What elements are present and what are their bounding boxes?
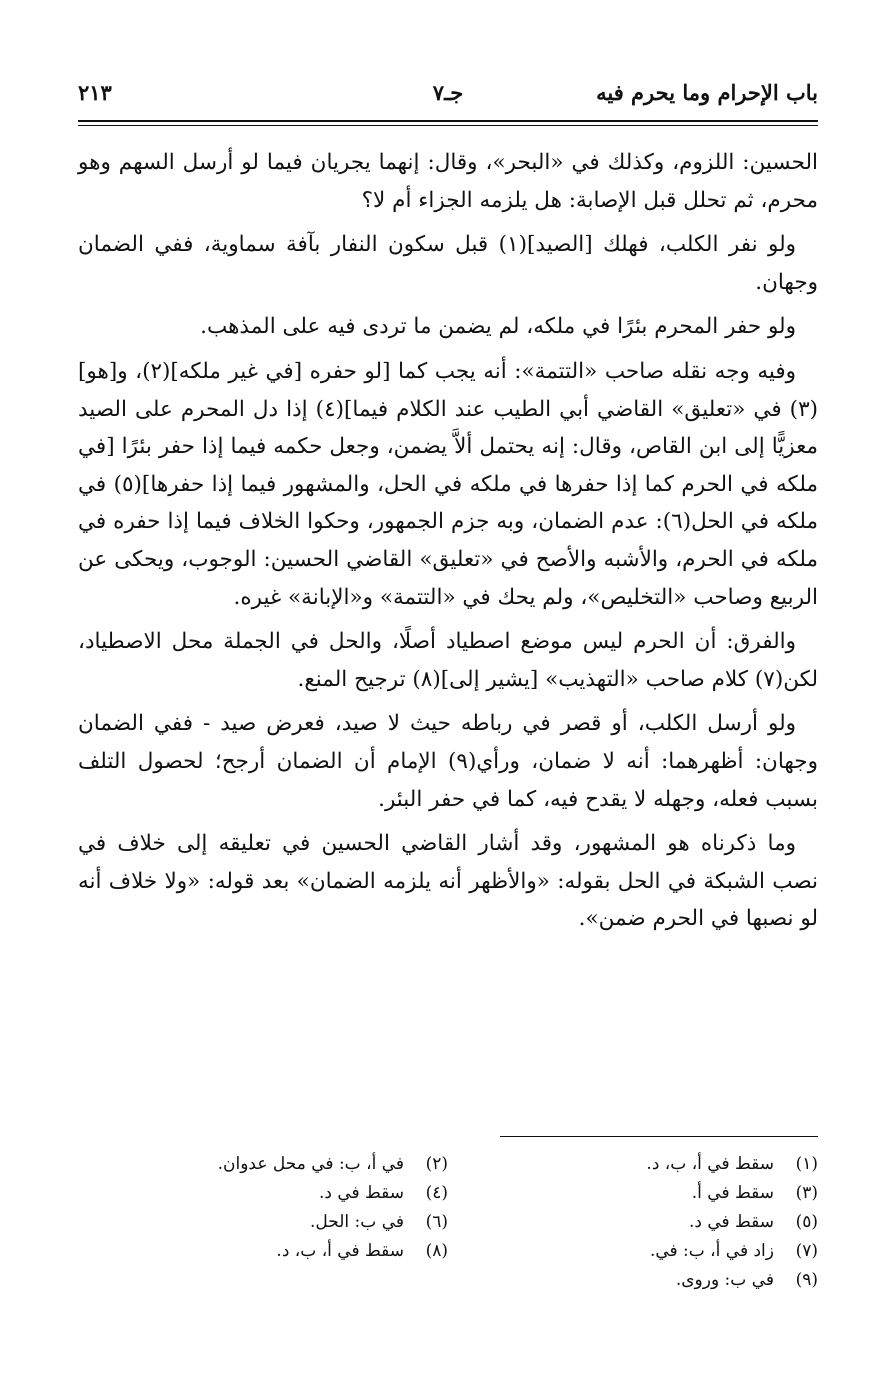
footnote-number: (٦) [425, 1212, 448, 1232]
footnote [468, 1237, 818, 1266]
footnote-number: (٧) [795, 1241, 818, 1261]
footnotes-right-column [468, 1150, 818, 1295]
footnote [468, 1150, 818, 1179]
paragraph: وفيه وجه نقله صاحب «التتمة»: أنه يجب كما [لو حفره [في غير ملكه](٢)، و[هو](٣) في «تعليق» القاضي أبي الطيب عند الكلام فيما](٤) إذا دل المحرم على الصيد معزيًّا إلى ابن القاص، وقال: إنه يحتمل ألاَّ يضمن، وجعل حكمه فيما إذا حفر بئرًا [في ملكه في الحرم كما إذا حفرها في ملكه في الحل، والمشهور فيما إذا حفرها](٥) في ملكه في الحل(٦): عدم الضمان، وبه جزم الجمهور، وحكوا الخلاف فيما إذا حفره في ملكه في الحرم، والأشبه والأصح في «تعليق» القاضي الحسين: الوجوب، ويحكى عن الربيع وصاحب «التخليص»، ولم يحك في «التتمة» و«الإبانة» غيره. [78, 358, 819, 610]
footnote-number: (٣) [795, 1183, 818, 1203]
header-rule-thick [78, 120, 818, 122]
volume-label: جـ٧ [432, 80, 464, 105]
footnote-number: (١) [795, 1154, 818, 1174]
footnote-number: (٤) [425, 1183, 448, 1203]
footnote-text: سقط في أ. [691, 1183, 774, 1203]
paragraph: ولو حفر المحرم بئرًا في ملكه، لم يضمن ما تردى فيه على المذهب. [200, 314, 796, 340]
footnote-text: في ب: وروى. [675, 1270, 774, 1290]
paragraph: ولو نفر الكلب، فهلك [الصيد](١) قبل سكون النفار بآفة سماوية، ففي الضمان وجهان. [78, 232, 818, 295]
footnote-text: سقط في أ، ب، د. [646, 1154, 774, 1174]
paragraph: والفرق: أن الحرم ليس موضع اصطياد أصلًا، والحل في الجملة محل الاصطياد، لكن(٧) كلام صاحب «التهذيب» [يشير إلى](٨) ترجيح المنع. [78, 629, 818, 692]
footnote [468, 1208, 818, 1237]
header-rule-thin [78, 125, 818, 126]
page-number: ٢١٣ [78, 80, 112, 105]
paragraph: وما ذكرناه هو المشهور، وقد أشار القاضي الحسين في تعليقه إلى خلاف في نصب الشبكة في الحل بقوله: «والأظهر أنه يلزمه الضمان» بعد قوله: «ولا خلاف أنه لو نصبها في الحرم ضمن». [78, 831, 818, 932]
footnote-number: (٢) [425, 1154, 448, 1174]
chapter-title: باب الإحرام وما يحرم فيه [596, 80, 818, 105]
footnote-text: سقط في د. [318, 1183, 404, 1203]
paragraph: الحسين: اللزوم، وكذلك في «البحر»، وقال: إنهما يجريان فيما لو أرسل السهم وهو محرم، ثم تحلل قبل الإصابة: هل يلزمه الجزاء أم لا؟ [78, 150, 818, 213]
footnote [468, 1179, 818, 1208]
footnote-text: سقط في أ، ب، د. [276, 1241, 404, 1261]
footnote [98, 1237, 448, 1266]
paragraph: ولو أرسل الكلب، أو قصر في رباطه حيث لا صيد، فعرض صيد - ففي الضمان وجهان: أظهرهما: أنه لا ضمان، ورأي(٩) الإمام أن الضمان أرجح؛ لحصول التلف بسبب فعله، وجهله لا يقدح فيه، كما في حفر البئر. [78, 711, 818, 812]
footnote-text: في ب: الحل. [310, 1212, 404, 1232]
footnote-text: زاد في أ، ب: في. [649, 1241, 774, 1261]
footnote-separator [500, 1136, 818, 1137]
footnote [98, 1179, 448, 1208]
main-text [78, 144, 818, 945]
footnote-text: سقط في د. [688, 1212, 774, 1232]
footnotes-left-column [98, 1150, 448, 1266]
footnote-number: (٩) [795, 1270, 818, 1290]
footnote [98, 1150, 448, 1179]
footnote [98, 1208, 448, 1237]
running-header [78, 80, 818, 116]
footnote-number: (٥) [795, 1212, 818, 1232]
footnote [468, 1266, 818, 1295]
footnote-number: (٨) [425, 1241, 448, 1261]
footnote-text: في أ، ب: في محل عدوان. [217, 1154, 404, 1174]
